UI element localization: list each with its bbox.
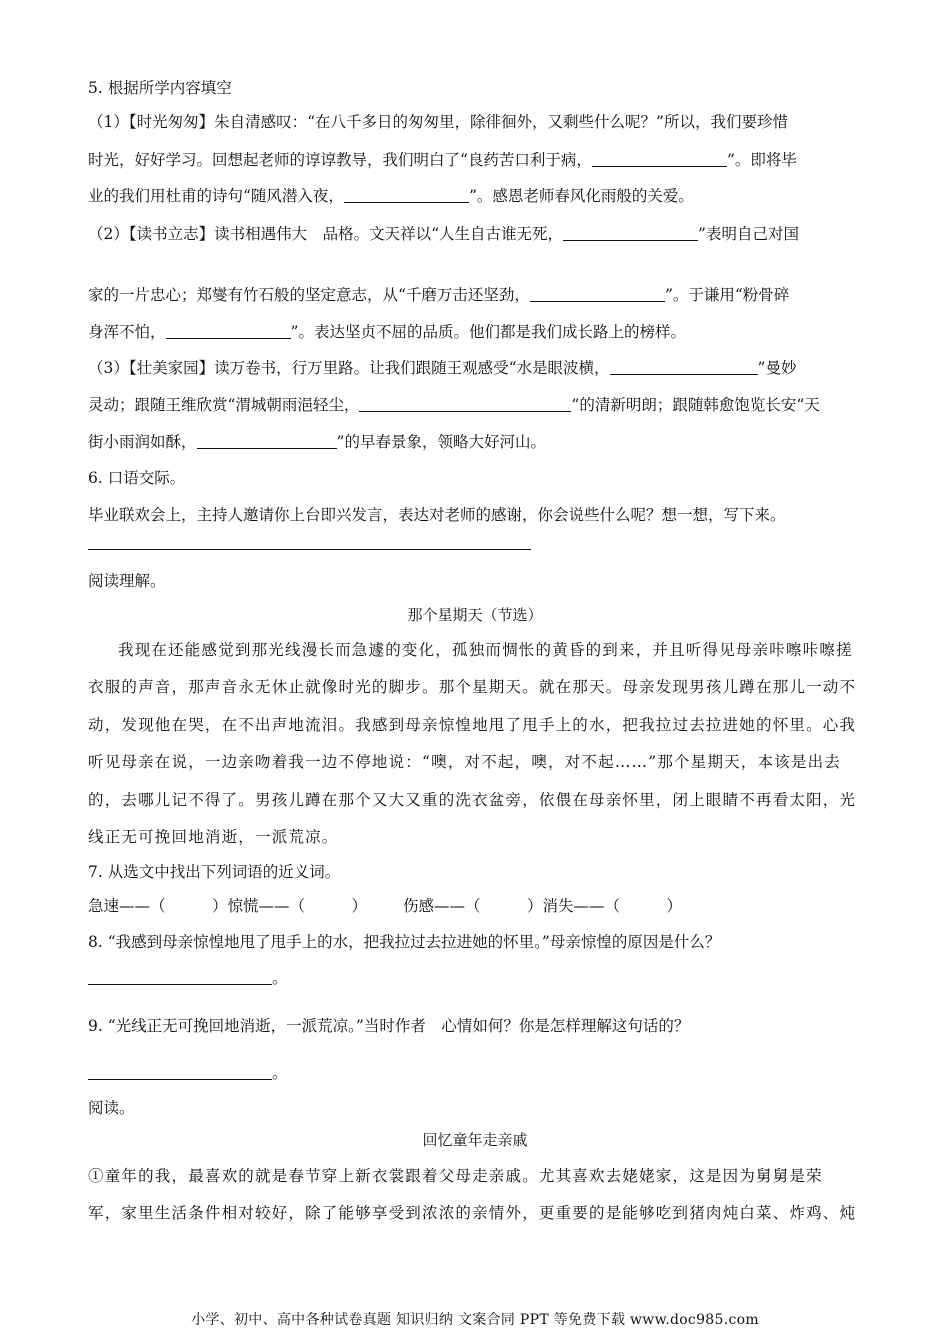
passage-line: 动，发现他在哭，在不出声地流泪。我感到母亲惊惶地甩了甩手上的水，把我拉过去拉进她的怀里。心我 — [88, 716, 857, 734]
answer-blank[interactable] — [88, 1065, 272, 1080]
synonym-item: 消失——（ ） — [542, 897, 683, 915]
reading1-label: 阅读理解。 — [88, 572, 166, 590]
q9-answer — [88, 1063, 868, 1083]
answer-blank[interactable] — [166, 324, 291, 339]
text: ”。感恩老师春风化雨般的关爱。 — [468, 187, 694, 205]
answer-blank[interactable] — [610, 360, 758, 375]
text: 。 — [272, 969, 288, 987]
text: 业的我们用杜甫的诗句“随风潜入夜， — [88, 187, 344, 205]
q8-answer — [88, 968, 868, 988]
q5-p2-line2 — [88, 285, 868, 305]
q5-p2-line3 — [88, 322, 868, 342]
passage-line: 衣服的声音，那声音永无休止就像时光的脚步。那个星期天。就在那天。母亲发现男孩儿蹲在那儿一动不 — [88, 678, 857, 696]
answer-blank[interactable] — [563, 226, 698, 241]
answer-line[interactable] — [88, 549, 531, 550]
answer-blank[interactable] — [530, 287, 665, 302]
text: ”曼妙 — [757, 359, 797, 377]
synonym-item: 急速——（ ） — [88, 897, 228, 915]
text: ”。即将毕 — [726, 151, 797, 169]
synonym-item: 伤感——（ ） — [403, 897, 543, 915]
answer-blank[interactable] — [197, 434, 337, 449]
synonym-item: 惊慌——（ ） — [227, 897, 368, 915]
q5-p3-line2 — [88, 395, 868, 415]
text: （3）【壮美家园】读万卷书，行万里路。让我们跟随王观感受“水是眼波横， — [88, 359, 610, 377]
footer-text: 小学、初中、高中各种试卷真题 知识归纳 文案合同 PPT 等免费下载 www.doc985.com — [191, 1312, 759, 1328]
q5-p3-line1 — [88, 358, 868, 378]
q6-prompt: 毕业联欢会上，主持人邀请你上台即兴发言，表达对老师的感谢，你会说些什么呢？想一想，写下来。 — [88, 506, 786, 524]
reading2-title: 回忆童年走亲戚 — [422, 1131, 528, 1149]
reading1-title: 那个星期天（节选） — [407, 606, 543, 624]
text: （2）【读书立志】读书相遇伟大 品格。文天祥以“人生自古谁无死， — [88, 225, 564, 243]
passage-line: 军，家里生活条件相对较好，除了能够享受到浓浓的亲情外，更重要的是能够吃到猪肉炖白菜、炸鸡、炖 — [88, 1204, 857, 1222]
q9-text: 9. “光线正无可挽回地消逝，一派荒凉。”当时作者 心情如何？你是怎样理解这句话的？ — [88, 1017, 690, 1035]
passage-line: ①童年的我，最喜欢的就是春节穿上新衣裳跟着父母走亲戚。尤其喜欢去姥姥家，这是因为舅舅是荣 — [88, 1167, 823, 1185]
text: 灵动；跟随王维欣赏“渭城朝雨浥轻尘， — [88, 396, 360, 414]
q6-heading: 6. 口语交际。 — [88, 469, 186, 487]
answer-blank[interactable] — [359, 397, 571, 412]
text: ”表明自己对国 — [698, 225, 799, 243]
answer-blank[interactable] — [592, 152, 727, 167]
passage-line: 听见母亲在说，一边亲吻着我一边不停地说：“噢，对不起，噢，对不起……”那个星期天，本该是出去 — [88, 753, 842, 771]
text: 街小雨润如酥， — [88, 433, 197, 451]
passage-line: 的，去哪儿记不得了。男孩儿蹲在那个又大又重的洗衣盆旁，依偎在母亲怀里，闭上眼睛不再看太阳，光 — [88, 791, 857, 809]
q5-p1-line2 — [88, 150, 868, 170]
answer-blank[interactable] — [344, 188, 469, 203]
text: 家的一片忠心；郑燮有竹石般的坚定意志，从“千磨万击还坚劲， — [88, 286, 530, 304]
passage-line: 线正无可挽回地消逝，一派荒凉。 — [88, 828, 339, 846]
q5-heading: 5. 根据所学内容填空 — [88, 79, 232, 97]
text: ”。于谦用“粉骨碎 — [664, 286, 790, 304]
q7-heading: 7. 从选文中找出下列词语的近义词。 — [88, 863, 341, 881]
q7-items — [88, 896, 868, 916]
q8-text: 8. “我感到母亲惊惶地甩了甩手上的水，把我拉过去拉进她的怀里。”母亲惊惶的原因是什么？ — [88, 933, 721, 951]
text: ”。表达坚贞不屈的品质。他们都是我们成长路上的榜样。 — [290, 323, 686, 341]
passage-line: 我现在还能感觉到那光线漫长而急遽的变化，孤独而惆怅的黄昏的到来，并且听得见母亲咔嚓咔嚓搓 — [118, 641, 853, 659]
text: ”的早春景象，领略大好河山。 — [336, 433, 546, 451]
q5-p2-line1 — [88, 224, 868, 244]
q5-p1-line1: （1）【时光匆匆】朱自清感叹：“在八千多日的匆匆里，除徘徊外，又剩些什么呢？”所以，我们要珍惜 — [88, 113, 788, 131]
text: 。 — [272, 1064, 288, 1082]
q5-p1-line3 — [88, 186, 868, 206]
q5-p3-line3 — [88, 432, 868, 452]
text: 身浑不怕， — [88, 323, 166, 341]
answer-blank[interactable] — [88, 970, 272, 985]
text: ”的清新明朗；跟随韩愈饱览长安“天 — [571, 396, 820, 414]
reading2-label: 阅读。 — [88, 1099, 135, 1117]
text: 时光，好好学习。回想起老师的谆谆教导，我们明白了“良药苦口利于病， — [88, 151, 592, 169]
